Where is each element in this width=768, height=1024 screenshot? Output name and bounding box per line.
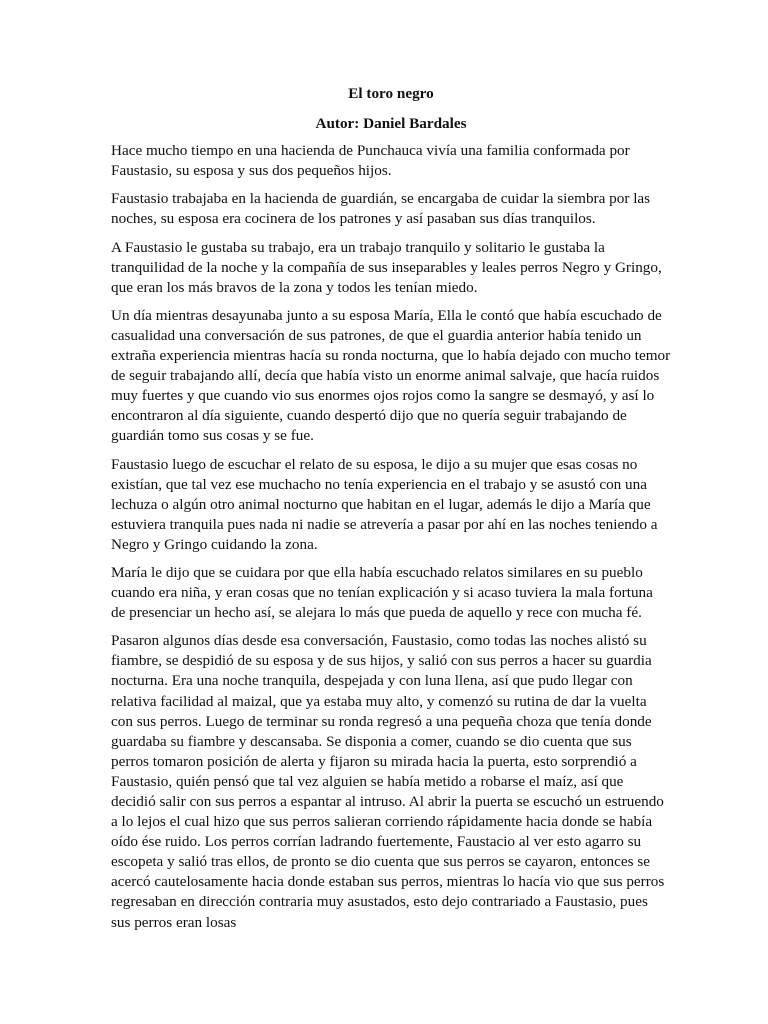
paragraph: María le dijo que se cuidara por que ella había escuchado relatos similares en su pueblo cuando era niña, y eran cosas que no tenían explicación y si acaso tuviera la mala fortuna de presenciar un hecho así, se alejara lo más que pueda de aquello y rece con mucha fé. [111,563,653,622]
paragraph: Un día mientras desayunaba junto a su esposa María, Ella le contó que había escuchado de casualidad una conversación de sus patrones, de que el guardia anterior había tenido un extraña experiencia mientras hacía su ronda nocturna, que lo había dejado con mucho temor de seguir trabajando allí, decía que había visto un enorme animal salvaje, que hacía ruidos muy fuertes y que cuando vio sus enormes ojos rojos como la sangre se desmayó, y así lo encontraron al día siguiente, cuando despertó dijo que no quería seguir trabajando de guardián tomo sus cosas y se fue. [111,306,671,445]
paragraph: Pasaron algunos días desde esa conversación, Faustasio, como todas las noches alistó su fiambre, se despidió de su esposa y de sus hijos, y salió con sus perros a hacer su guardia nocturna. Era una noche tranquila, despejada y con luna llena, así que pudo llegar con relativa facilidad al maizal, que ya estaba muy alto, y comenzó su rutina de dar la vuelta con sus perros. Luego de terminar su ronda regresó a una pequeña choza que tenía donde guardaba su fiambre y descansaba. Se disponia a comer, cuando se dio cuenta que sus perros tomaron posición de alerta y fijaron su mirada hacia la puerta, esto sorprendió a Faustasio, quién pensó que tal vez alguien se había metido a robarse el maíz, así que decidió salir con sus perros a espantar al intruso. Al abrir la puerta se escuchó un estruendo a lo lejos el cual hizo que sus perros salieran corriendo rápidamente hacia donde se había oído ése ruido. Los perros corrían ladrando fuertemente, Faustacio al ver esto agarro su escopeta y salió tras ellos, de pronto se dio cuenta que sus perros se cayaron, entonces se acercó cautelosamente hacia donde estaban sus perros, mientras lo hacía vio que sus perros regresaban en dirección contraria muy asustados, esto dejo contrariado a Faustasio, pues sus perros eran losas [111,632,665,931]
document-title: El toro negro [348,85,434,102]
paragraph: Hace mucho tiempo en una hacienda de Punchauca vivía una familia conformada por Faustasio, su esposa y sus dos pequeños hijos. [111,142,630,180]
paragraph: Faustasio trabajaba en la hacienda de guardián, se encargaba de cuidar la siembra por las noches, su esposa era cocinera de los patrones y así pasaban sus días tranquilos. [111,190,651,228]
document-body [111,84,671,941]
document-author: Autor: Daniel Bardales [315,115,467,133]
paragraph: Faustasio luego de escuchar el relato de su esposa, le dijo a su mujer que esas cosas no existían, que tal vez ese muchacho no tenía experiencia en el trabajo y se asustó con una lechuza o algún otro animal nocturno que habitan en el lugar, además le dijo a María que estuviera tranquila pues nada ni nadie se atrevería a pasar por ahí en las noches teniendo a Negro y Gringo cuidando la zona. [111,455,658,553]
paragraph: A Faustasio le gustaba su trabajo, era un trabajo tranquilo y solitario le gustaba la tranquilidad de la noche y la compañía de sus inseparables y leales perros Negro y Gringo, que eran los más bravos de la zona y todos les tenían miedo. [111,238,662,296]
